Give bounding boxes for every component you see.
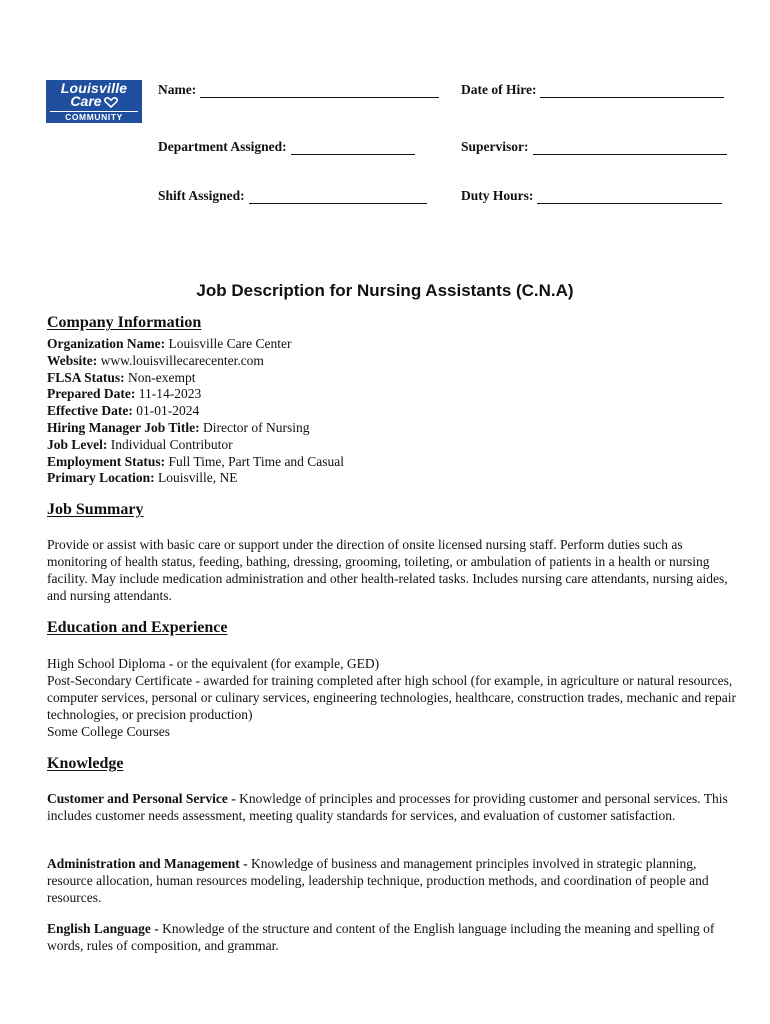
date-of-hire-blank[interactable] (540, 85, 724, 98)
job-summary-heading: Job Summary (47, 501, 144, 518)
info-row-prepared-date: Prepared Date: 11-14-2023 (47, 386, 202, 402)
knowledge-term: English Language - (47, 921, 159, 936)
document-title: Job Description for Nursing Assistants (C.N.A) (196, 281, 574, 300)
date-of-hire-label: Date of Hire: (461, 82, 537, 97)
supervisor-field (461, 139, 727, 155)
knowledge-text: Knowledge of the structure and content of the English language including the meaning and spelling of words, rules of composition, and grammar. (47, 921, 715, 953)
education-item: High School Diploma - or the equivalent (for example, GED) (47, 656, 380, 671)
company-logo (46, 80, 142, 123)
shift-blank[interactable] (249, 191, 427, 204)
knowledge-item-administration (47, 855, 737, 906)
heart-icon (104, 97, 118, 108)
info-row-employment-status: Employment Status: Full Time, Part Time and Casual (47, 453, 345, 469)
info-row-effective-date: Effective Date: 01-01-2024 (47, 403, 200, 419)
info-row-job-level: Job Level: Individual Contributor (47, 436, 233, 452)
duty-hours-field (461, 188, 722, 204)
knowledge-term: Administration and Management - (47, 856, 248, 871)
supervisor-label: Supervisor: (461, 139, 529, 154)
education-item: Post-Secondary Certificate - awarded for training completed after high school (for example, in agriculture or natural resources, computer services, personal or culinary services, engineering technologies, healthcare, construction trades, mechanic and repair technologies, or precision production) (47, 673, 736, 722)
knowledge-term: Customer and Personal Service - (47, 791, 236, 806)
shift-field (158, 188, 427, 204)
date-of-hire-field (461, 82, 724, 98)
shift-label: Shift Assigned: (158, 188, 245, 203)
logo-line-2-text: Care (70, 93, 102, 109)
knowledge-heading: Knowledge (47, 755, 124, 772)
knowledge-text: Knowledge of principles and processes for providing customer and personal services. This includes customer needs assessment, meeting quality standards for services, and evaluation of customer satisfaction. (47, 791, 728, 823)
info-row-website: Website: www.louisvillecarecenter.com (47, 352, 264, 368)
education-heading: Education and Experience (47, 619, 228, 636)
logo-line-1: Louisville (60, 80, 128, 96)
knowledge-item-customer-service (47, 790, 737, 824)
name-blank[interactable] (200, 85, 439, 98)
job-summary-paragraph: Provide or assist with basic care or support under the direction of onsite licensed nursing staff. Perform duties such as monitoring of health status, feeding, bathing, dressing, grooming, toileting, or ambulation of patients in a health or nursing facility. May include medication administration and other health-related tasks. Includes nursing care attendants, nursing aides, and nursing attendants. (47, 537, 728, 603)
education-item: Some College Courses (47, 724, 170, 739)
info-row-flsa-status: FLSA Status: Non-exempt (47, 369, 196, 385)
info-row-organization: Organization Name: Louisville Care Center (47, 336, 292, 351)
department-blank[interactable] (291, 142, 415, 155)
duty-hours-label: Duty Hours: (461, 188, 534, 203)
name-field (158, 82, 439, 98)
job-summary-text (47, 536, 737, 604)
supervisor-blank[interactable] (533, 142, 727, 155)
company-information-list (47, 336, 737, 487)
education-list (47, 655, 737, 740)
knowledge-item-english (47, 920, 737, 954)
knowledge-text: Knowledge of business and management principles involved in strategic planning, resource allocation, human resources modeling, leadership technique, production methods, and coordination of people and resources. (47, 856, 709, 905)
info-row-hiring-manager: Hiring Manager Job Title: Director of Nursing (47, 419, 310, 435)
duty-hours-blank[interactable] (537, 191, 722, 204)
company-information-heading: Company Information (47, 314, 202, 331)
logo-line-3: COMMUNITY (50, 111, 138, 122)
info-row-primary-location: Primary Location: Louisville, NE (47, 470, 238, 486)
department-label: Department Assigned: (158, 139, 287, 154)
logo-line-2 (46, 94, 142, 108)
name-label: Name: (158, 82, 197, 97)
department-field (158, 139, 415, 155)
